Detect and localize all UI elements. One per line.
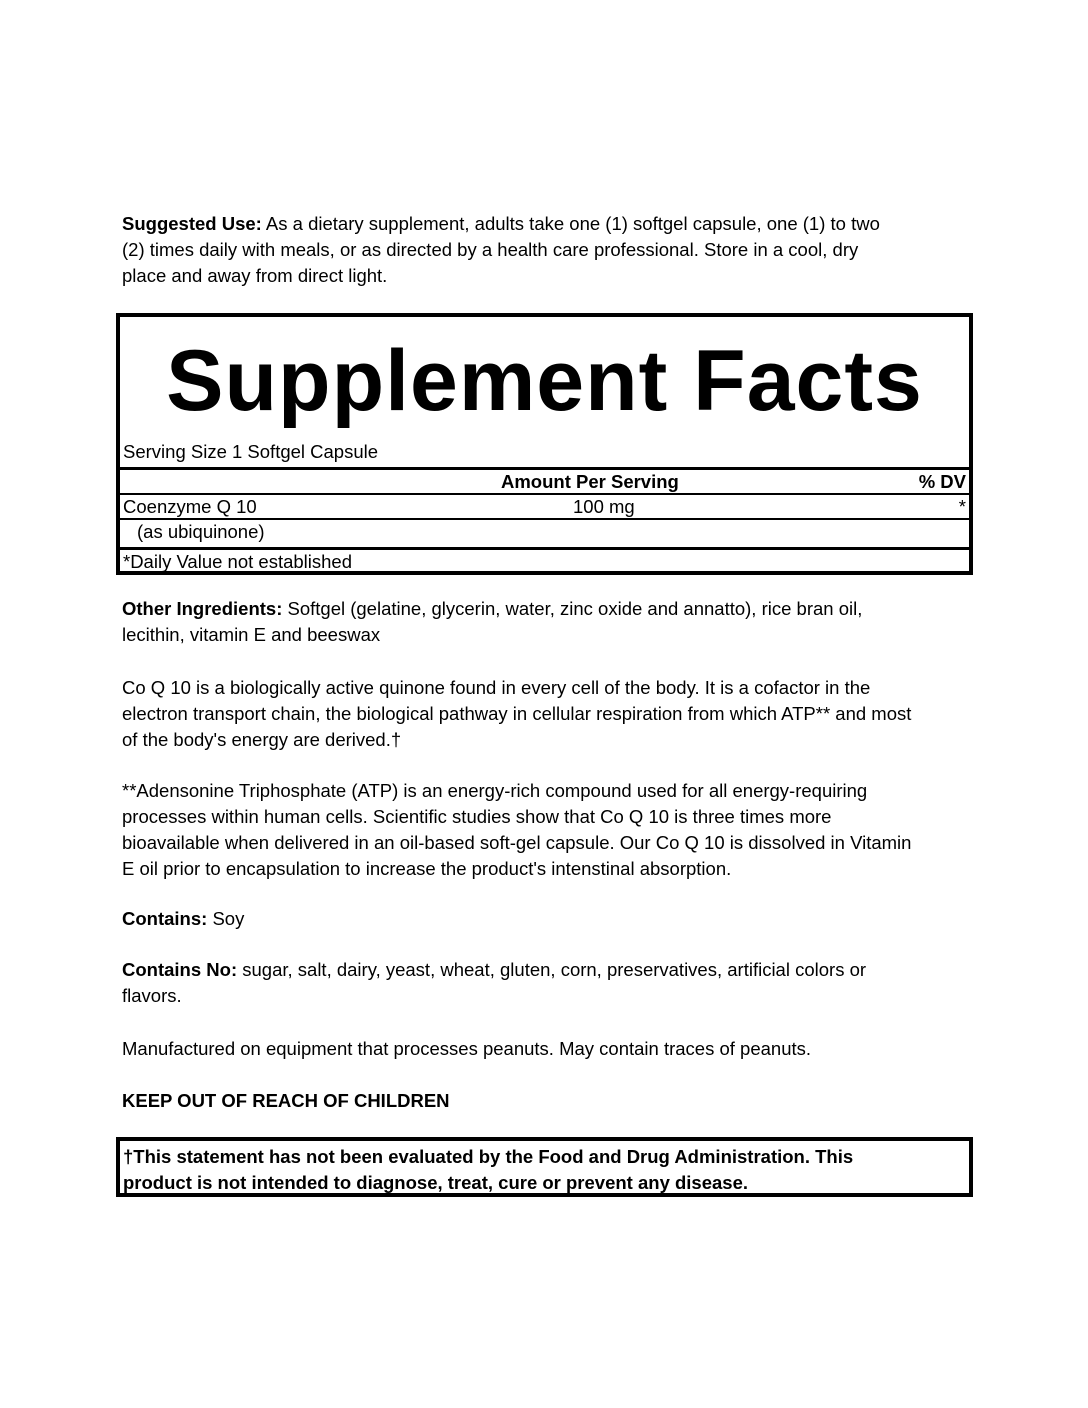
other-ingredients xyxy=(122,596,892,648)
nutrient-row xyxy=(120,493,969,517)
coq-description: Co Q 10 is a biologically active quinone found in every cell of the body. It is a cofactor in the electron transport chain, the biological pathway in cellular respiration from which ATP** and most of the body's energy are derived.† xyxy=(122,677,912,750)
nutrient-source: (as ubiquinone) xyxy=(137,521,265,542)
suggested-use-label: Suggested Use: xyxy=(122,213,262,234)
atp-description: **Adensonine Triphosphate (ATP) is an energy-rich compound used for all energy-requiring processes within human cells. Scientific studies show that Co Q 10 is three times more bioavailable when delivered in an oil-based soft-gel capsule. Our Co Q 10 is dissolved in Vitamin E oil prior to encapsulation to increase the product's intenstinal absorption. xyxy=(122,780,912,879)
nutrient-sub-row xyxy=(120,518,969,542)
fda-disclaimer-box xyxy=(116,1137,973,1197)
allergen-warning: Manufactured on equipment that processes peanuts. May contain traces of peanuts. xyxy=(122,1038,812,1059)
nutrient-dv: * xyxy=(958,496,966,517)
serving-size: Serving Size 1 Softgel Capsule xyxy=(123,441,379,462)
keep-out-warning: KEEP OUT OF REACH OF CHILDREN xyxy=(122,1090,450,1111)
contains xyxy=(122,906,922,932)
fda-disclaimer: †This statement has not been evaluated by the Food and Drug Administration. This product is not intended to diagnose, treat, cure or prevent any disease. xyxy=(123,1146,854,1193)
supplement-facts-panel xyxy=(116,313,973,575)
daily-value-footnote: *Daily Value not established xyxy=(123,551,352,572)
nutrient-name: Coenzyme Q 10 xyxy=(123,496,257,517)
contains-text: Soy xyxy=(207,908,245,929)
dv-header: % DV xyxy=(918,471,966,492)
nutrient-amount: 100 mg xyxy=(573,496,635,517)
supplement-facts-title: Supplement Facts xyxy=(166,333,923,429)
contains-no xyxy=(122,957,902,1009)
other-ingredients-label: Other Ingredients: xyxy=(122,598,283,619)
contains-no-text: sugar, salt, dairy, yeast, wheat, gluten, corn, preservatives, artificial colors or flavors. xyxy=(122,959,867,1006)
suggested-use xyxy=(122,211,892,289)
daily-value-footnote-row xyxy=(120,547,969,572)
contains-no-label: Contains No: xyxy=(122,959,238,980)
contains-label: Contains: xyxy=(122,908,208,929)
facts-header-row xyxy=(120,467,969,492)
amount-per-serving-header: Amount Per Serving xyxy=(501,471,679,492)
suggested-use-text: As a dietary supplement, adults take one (1) softgel capsule, one (1) to two (2) times daily with meals, or as directed by a health care professional. Store in a cool, dry place and away from direct light. xyxy=(122,213,880,286)
other-ingredients-text: Softgel (gelatine, glycerin, water, zinc oxide and annatto), rice bran oil, lecithin, vitamin E and beeswax xyxy=(122,598,863,645)
